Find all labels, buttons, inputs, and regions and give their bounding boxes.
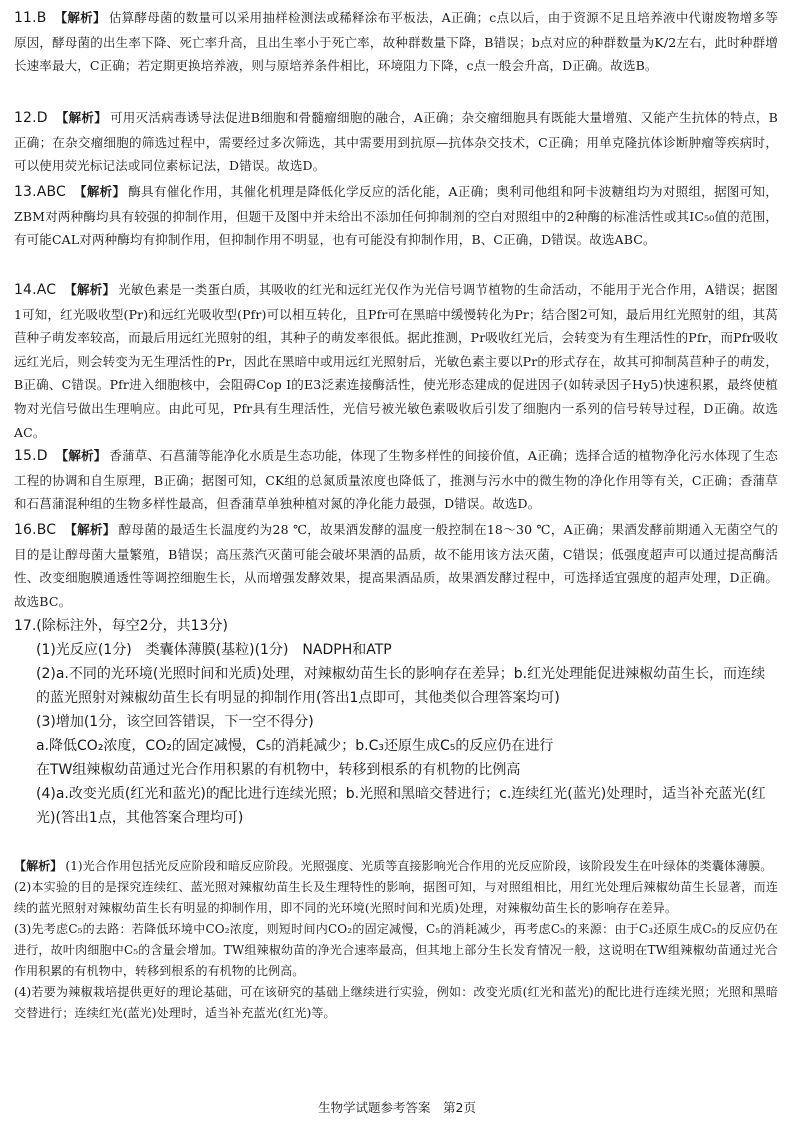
analysis-text: 可用灭活病毒诱导法促进B细胞和骨髓瘤细胞的融合，A正确；杂交瘤细胞具有既能大量增殖、又能产生抗体的特点，B正确；在杂交瘤细胞的筛选过程中，需要经过多次筛选，其中需要用到抗原—抗体杂交技术，C正确；用单克隆抗体诊断肿瘤等疾病时，可以使用荧光标记法或同位素标记法，D错误。故选D。 [14,110,778,174]
question-number: 13. [14,184,37,200]
answer-13 [14,180,778,252]
analysis-tag: 【解析】 [73,184,126,199]
explanation-part-4: (4)若要为辣椒栽培提供更好的理论基础，可在该研究的基础上继续进行实验，例如：改变光质(红光和蓝光)的配比进行连续光照；光照和黑暗交替进行；连续红光(蓝光)处理时，适当补充蓝光(红光)等。 [14,985,778,1020]
answer-14 [14,278,778,444]
answer-17-part-2: (2)a.不同的光环境(光照时间和光质)处理，对辣椒幼苗生长的影响存在差异；b.红光处理能促进辣椒幼苗生长，而连续的蓝光照射对辣椒幼苗生长有明显的抑制作用(答出1点即可，其他类似合理答案均可) [36,666,766,706]
analysis-tag: 【解析】 [64,522,116,537]
analysis-tag: 【解析】 [64,282,116,297]
answer-15 [14,444,778,516]
analysis-tag: 【解析】 [54,10,106,25]
answer-11 [14,6,778,78]
question-number: 16. [14,522,37,538]
analysis-tag: 【解析】 [14,859,63,873]
page-footer: 生物学试题参考答案 第2页 [318,1100,476,1115]
explanation-part-3: (3)先考虑C₅的去路：若降低环境中CO₂浓度，则短时间内CO₂的固定减慢，C₅的消耗减少，再考虑C₅的来源：由于C₃还原生成C₅的反应仍在进行，故叶肉细胞中C₅的含量会增加。TW组辣椒幼苗的净光合速率最高，但其地上部分生长发育情况一般，这说明在TW组辣椒幼苗通过光合作用积累的有机物中，转移到根系的有机物的比例高。 [14,922,778,978]
question-number: 12. [14,110,37,126]
explanation-part-1: 【解析】 (1)光合作用包括光反应阶段和暗反应阶段。光照强度、光质等直接影响光合作用的光反应阶段，该阶段发生在叶绿体的类囊体薄膜。 [14,859,773,873]
explanation-part-2: (2)本实验的目的是探究连续红、蓝光照对辣椒幼苗生长及生理特性的影响，据图可知，与对照组相比，用红光处理后辣椒幼苗生长显著，而连续的蓝光照射对辣椒幼苗生长有明显的抑制作用，即不同的光环境(光照时间和光质)处理，对辣椒幼苗生长的影响存在差异。 [14,880,778,915]
answer-17-part-3b: 在TW组辣椒幼苗通过光合作用积累的有机物中，转移到根系的有机物的比例高 [36,762,521,778]
analysis-tag: 【解析】 [55,448,107,463]
answer-17-part-3a: a.降低CO₂浓度，CO₂的固定减慢，C₅的消耗减少；b.C₃还原生成C₅的反应仍在进行 [36,738,554,754]
answer-choice: D [36,110,48,126]
answer-17-part-1: (1)光反应(1分) 类囊体薄膜(基粒)(1分) NADPH和ATP [36,642,392,658]
analysis-text: 酶具有催化作用，其催化机理是降低化学反应的活化能，A正确；奥利司他组和阿卡波糖组均为对照组，据图可知，ZBM对两种酶均具有较强的抑制作用，但题干及图中并未给出不添加任何抑制剂的空白对照组中的2种酶的标准活性或其IC₅₀值的范围，有可能CAL对两种酶均有抑制作用，但抑制作用不明显，也有可能没有抑制作用，B、C正确，D错误。故选ABC。 [14,184,778,248]
answer-choice: ABC [36,184,66,200]
answer-17-part-3: (3)增加(1分，该空回答错误，下一空不得分) [36,714,314,730]
answer-12 [14,106,778,178]
explanation-17 [14,856,778,1024]
question-number: 11. [14,10,37,26]
analysis-text: 香蒲草、石菖蒲等能净化水质是生态功能，体现了生物多样性的间接价值，A正确；选择合适的植物净化污水体现了生态工程的协调和自生原理，B正确；据图可知，CK组的总氮质量浓度也降低了，推测与污水中的微生物的净化作用等有关，C正确；香蒲草和石菖蒲混种组的生物多样性最高，但香蒲草单独种植对氮的净化能力最强，D错误。故选D。 [14,448,778,512]
answer-choice: BC [36,522,57,538]
answer-17 [14,614,778,830]
question-number: 15. [14,448,37,464]
answer-choice: D [36,448,48,464]
analysis-text: 估算酵母菌的数量可以采用抽样检测法或稀释涂布平板法，A正确；c点以后，由于资源不足且培养液中代谢废物增多等原因，酵母菌的出生率下降、死亡率升高，且出生率小于死亡率，故种群数量下降，B错误；b点对应的种群数量为K/2左右，此时种群增长速率最大，C正确；若定期更换培养液，则与原培养条件相比，环境阻力下降，c点一般会升高，D正确。故选B。 [14,10,778,74]
answer-choice: B [36,10,47,26]
answer-choice: AC [36,282,57,298]
analysis-text: 醇母菌的最适生长温度约为28 ℃，故果酒发酵的温度一般控制在18～30 ℃，A正确；果酒发酵前期通入无菌空气的目的是让醇母菌大量繁殖，B错误；高压蒸汽灭菌可能会破坏果酒的品质，故不能用该方法灭菌，C错误；低强度超声可以通过提高酶活性、改变细胞膜通透性等调控细胞生长，从而增强发酵效果，提高果酒品质，故果酒发酵过程中，可选择适宜强度的超声处理，D正确。故选BC。 [14,522,778,609]
answer-16 [14,518,778,613]
analysis-text: 光敏色素是一类蛋白质，其吸收的红光和远红光仅作为光信号调节植物的生命活动，不能用于光合作用，A错误；据图1可知，红光吸收型(Pr)和远红光吸收型(Pfr)可以相互转化，且Pfr可在黑暗中缓慢转化为Pr；结合图2可知，最后用红光照射的组，其莴苣种子萌发率较高，而最后用远红光照射的组，其种子的萌发率很低。据此推测，Pr吸收红光后，会转变为有生理活性的Pfr，而Pfr吸收远红光后，则会转变为无生理活性的Pr，因此在黑暗中或用远红光照射后，光敏色素主要以Pr的形式存在，故其可抑制莴苣种子的萌发，B正确、C错误。Pfr进入细胞核中，会阻碍Cop Ⅰ的E3泛素连接酶活性，使光形态建成的促进因子(如转录因子Hy5)快速积累，最终使植物对光信号做出生理响应。由此可见，Pfr具有生理活性，光信号被光敏色素吸收后引发了细胞内一系列的信号转导过程，D正确。故选AC。 [14,282,778,440]
answer-17-part-4: (4)a.改变光质(红光和蓝光)的配比进行连续光照；b.光照和黑暗交替进行；c.连续红光(蓝光)处理时，适当补充蓝光(红光)(答出1点，其他答案合理均可) [36,786,766,826]
analysis-tag: 【解析】 [55,110,107,125]
question-number: 14. [14,282,37,298]
question-17-header: 17.(除标注外，每空2分，共13分) [14,618,228,634]
